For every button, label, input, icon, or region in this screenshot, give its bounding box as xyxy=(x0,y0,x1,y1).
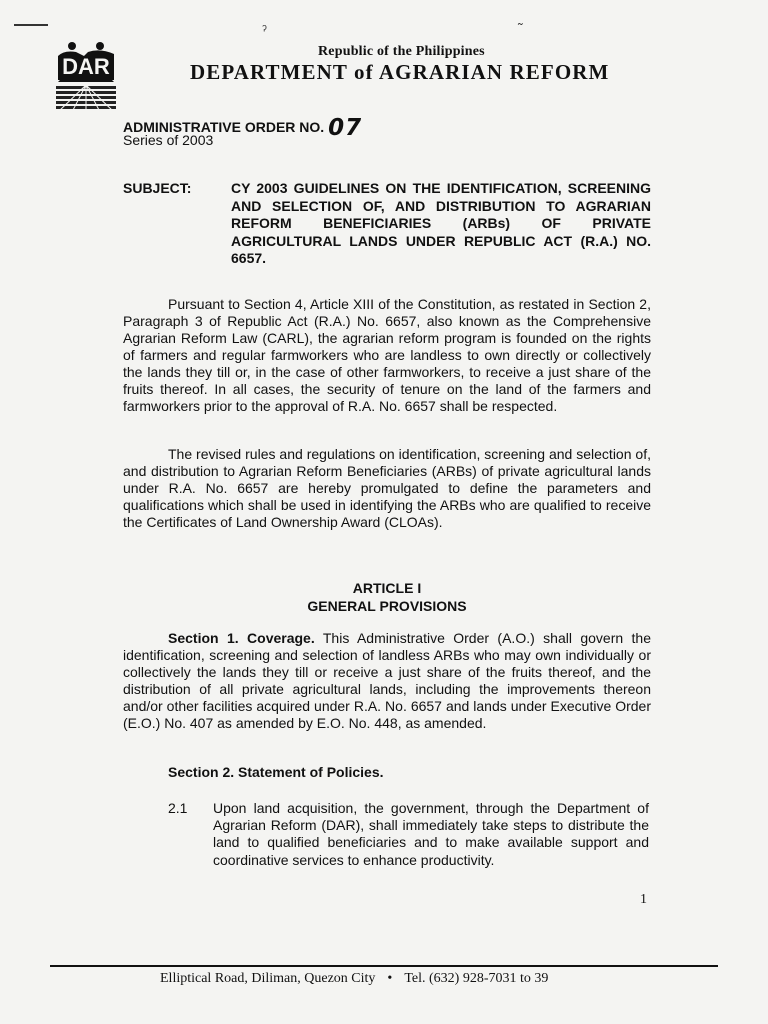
order-series: Series of 2003 xyxy=(123,132,214,148)
footer-rule xyxy=(50,965,718,967)
subject-text: CY 2003 GUIDELINES ON THE IDENTIFICATION, SCREENING AND SELECTION OF, AND DISTRIBUTION TO AGRARIAN REFORM BENEFICIARIES (ARBs) OF PRIVATE AGRICULTURAL LANDS UNDER REPUBLIC ACT (R.A.) NO. 6657. xyxy=(231,180,651,266)
order-label: ADMINISTRATIVE ORDER NO. xyxy=(123,119,325,135)
dar-logo xyxy=(54,40,118,116)
section-1-text: This Administrative Order (A.O.) shall govern the identification, screening and selection of landless ARBs who may own individually or collectively the lands they till or receive a just share of the fruits thereof, and the distribution of all private agricultural lands, including the improvements thereon and/or other facilities acquired under R.A. No. 6657 and lands under Executive Order (E.O.) No. 407 as amended by E.O. No. 448, as amended. xyxy=(123,630,652,731)
section-1-paragraph xyxy=(123,630,651,732)
department-title: DEPARTMENT of AGRARIAN REFORM xyxy=(190,60,610,84)
scan-mark: ˜ xyxy=(518,20,523,36)
section-2-heading: Section 2. Statement of Policies. xyxy=(168,764,384,780)
svg-text:DAR: DAR xyxy=(62,54,110,79)
footer-phone: Tel. (632) 928-7031 to 39 xyxy=(404,971,549,986)
page-number: 1 xyxy=(640,892,647,907)
scan-mark xyxy=(14,24,48,26)
footer-bullet: • xyxy=(387,971,393,986)
policy-item-number: 2.1 xyxy=(168,800,188,816)
policy-item-text: Upon land acquisition, the government, through the Department of Agrarian Reform (DAR), shall immediately take steps to distribute the land to qualified beneficiaries and to make available support and coordinative services to enhance productivity. xyxy=(213,800,649,868)
footer xyxy=(160,971,548,987)
subject-label: SUBJECT: xyxy=(123,180,192,196)
footer-address: Elliptical Road, Diliman, Quezon City xyxy=(160,971,376,986)
article-number: ARTICLE I xyxy=(352,580,422,596)
section-1-heading: Section 1. Coverage. xyxy=(168,630,315,646)
intro-paragraph-2: The revised rules and regulations on identification, screening and selection of, and distribution to Agrarian Reform Beneficiaries (ARBs) of private agricultural lands under R.A. No. 6657 are hereby promulgated to define the parameters and qualifications which shall be used in identifying the ARBs who are qualified to receive the Certificates of Land Ownership Award (CLOAs). xyxy=(123,446,651,530)
intro-paragraph-1: Pursuant to Section 4, Article XIII of the Constitution, as restated in Section 2, Paragraph 3 of Republic Act (R.A.) No. 6657, also known as the Comprehensive Agrarian Reform Law (CARL), the agrarian reform program is founded on the rights of farmers and regular farmworkers who are landless to own directly or collectively the lands they till or, in the case of other farmworkers, to receive a just share of the fruits thereof. In all cases, the security of tenure on the land of the farmers and farmworkers prior to the approval of R.A. No. 6657 shall be respected. xyxy=(123,296,651,414)
article-title: GENERAL PROVISIONS xyxy=(307,598,467,614)
order-number: 07 xyxy=(328,115,363,141)
scan-mark: ˀ xyxy=(262,22,267,38)
republic-header: Republic of the Philippines xyxy=(318,44,485,59)
article-heading xyxy=(123,579,651,615)
